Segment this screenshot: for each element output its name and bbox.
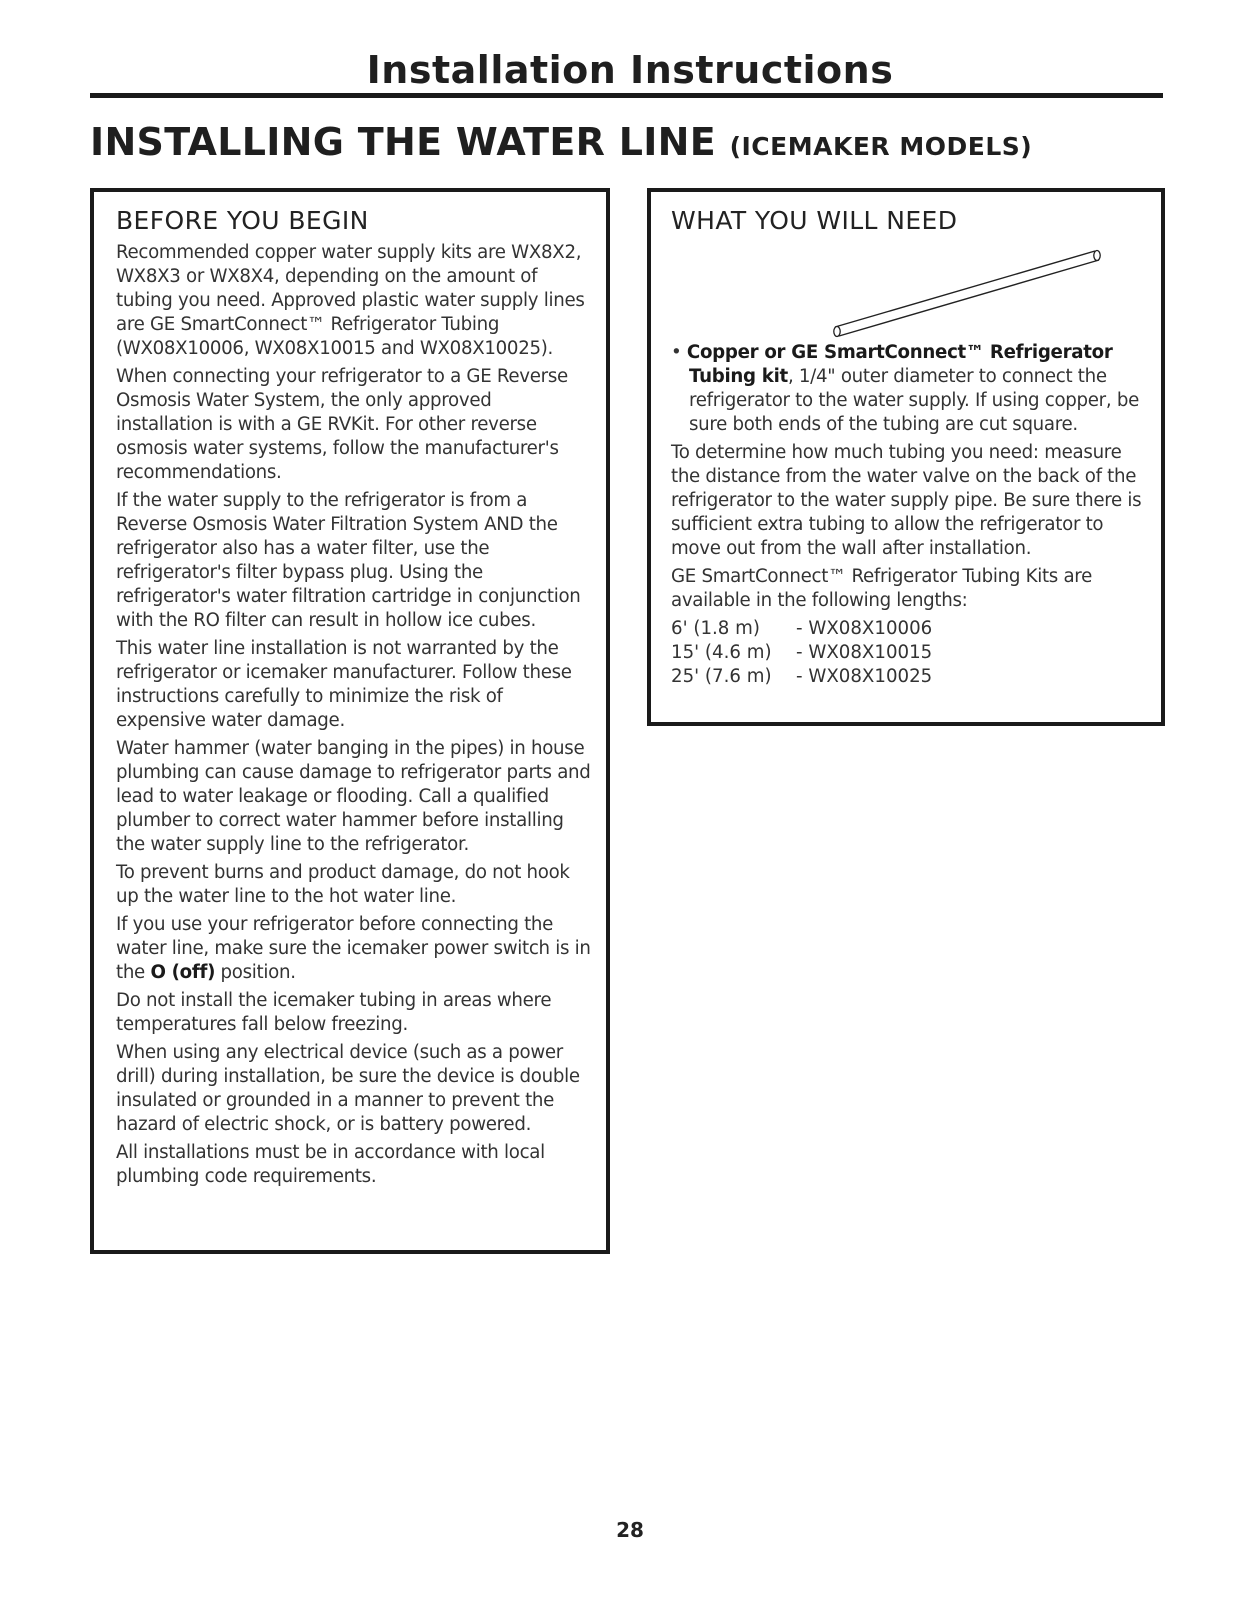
page-number: 28 [616,1518,644,1542]
tubing-length: 15' (4.6 m) [671,642,772,663]
paragraph: If the water supply to the refrigerator is from a Reverse Osmosis Water Filtration System AND the refrigerator also has a water filter, use the refrigerator's filter bypass plug. Using the refrigerator's water filtration cartridge in conjunction with the RO filter can result in hollow ice cubes. [116,490,581,631]
off-position-label: O (off) [150,962,216,983]
paragraph: This water line installation is not warranted by the refrigerator or icemaker manufacturer. Follow these instructions carefully to minimize the risk of expensive water damage. [116,638,572,731]
section-title-subtitle: (ICEMAKER MODELS) [729,132,1033,161]
paragraph: GE SmartConnect™ Refrigerator Tubing Kits are available in the following lengths: [671,566,1092,611]
before-you-begin-heading: BEFORE YOU BEGIN [116,206,369,235]
table-row [671,665,932,689]
section-title [90,120,1032,164]
paragraph: All installations must be in accordance with local plumbing code requirements. [116,1142,545,1187]
section-title-main: INSTALLING THE WATER LINE [90,120,717,164]
tubing-part-number: - WX08X10015 [796,642,933,663]
paragraph: When using any electrical device (such as a power drill) during installation, be sure the device is double insulated or grounded in a manner to prevent the hazard of electric shock, or is battery powered. [116,1042,580,1135]
what-you-will-need-box [647,188,1165,726]
power-switch-text-before: If you use your refrigerator before connecting the water line, make sure the icemaker power switch is in the [116,914,591,983]
tubing-kit-name: Copper or GE SmartConnect™ Refrigerator Tubing kit [686,342,1113,387]
tubing-lengths-table [671,617,932,689]
copper-tube-icon [821,239,1121,339]
paragraph: Do not install the icemaker tubing in areas where temperatures fall below freezing. [116,990,552,1035]
power-switch-paragraph [116,913,592,985]
tubing-part-number: - WX08X10006 [796,618,933,639]
paragraph: To determine how much tubing you need: measure the distance from the water valve on the back of the refrigerator to the water supply pipe. Be sure there is sufficient extra tubing to allow the refrigerator to move out from the wall after installation. [671,442,1142,559]
tubing-length: 25' (7.6 m) [671,666,772,687]
table-row [671,617,932,641]
tubing-kit-item [671,341,1151,437]
page-header-title: Installation Instructions [366,48,894,92]
bullet-mark: • [671,342,682,363]
paragraph: To prevent burns and product damage, do not hook up the water line to the hot water line. [116,862,570,907]
power-switch-text-after: position. [215,962,296,983]
tubing-length: 6' (1.8 m) [671,618,760,639]
tubing-part-number: - WX08X10025 [796,666,933,687]
paragraph: When connecting your refrigerator to a GE Reverse Osmosis Water System, the only approved installation is with a GE RVKit. For other reverse osmosis water systems, follow the manufacturer's recommendations. [116,366,568,483]
paragraph: Recommended copper water supply kits are WX8X2, WX8X3 or WX8X4, depending on the amount of tubing you need. Approved plastic water supply lines are GE SmartConnect™ Refrigerator Tubing (WX08X10006, WX08X10015 and WX08X10025). [116,242,585,359]
what-you-will-need-heading: WHAT YOU WILL NEED [671,206,958,235]
header-divider [90,93,1163,98]
table-row [671,641,932,665]
paragraph: Water hammer (water banging in the pipes) in house plumbing can cause damage to refrigerator parts and lead to water leakage or flooding. Call a qualified plumber to correct water hammer before installing the water supply line to the refrigerator. [116,738,591,855]
before-you-begin-box [90,188,610,1254]
tubing-kit-description: , 1/4" outer diameter to connect the refrigerator to the water supply. If using copper, be sure both ends of the tubing are cut square. [689,366,1139,435]
